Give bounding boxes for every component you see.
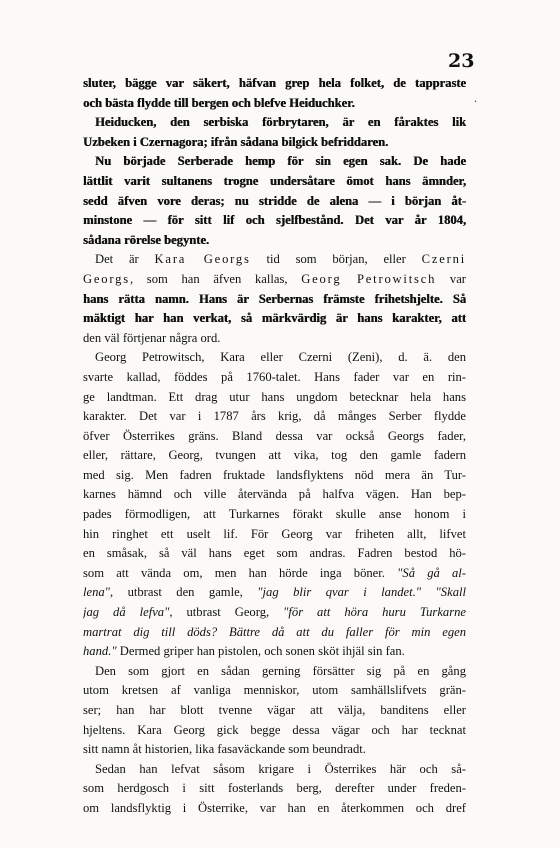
text-line	[83, 525, 466, 545]
text-line	[83, 309, 466, 329]
text-segment: Nu började Serberade hemp för sin egen sak. De hade	[95, 154, 466, 169]
text-segment: om landsflyktig i Österrike, var han en återkommen och dref	[83, 800, 466, 815]
text-line	[83, 721, 466, 741]
text-segment: Georgs	[83, 271, 130, 286]
text-segment: Georg Petrowitsch, Kara eller Czerni (Zeni), d. ä. den	[95, 350, 466, 365]
text-line	[83, 642, 466, 662]
margin-mark: .	[474, 91, 477, 105]
text-segment: Den som gjort en sådan gerning försätter sig på en gång	[95, 663, 466, 678]
text-segment: tid som början, eller	[250, 252, 422, 267]
text-line	[83, 740, 466, 760]
text-segment: Dermed griper han pistolen, och sonen sköt ihjäl sin fan.	[116, 644, 405, 659]
text-line	[83, 681, 466, 701]
text-line	[83, 290, 466, 310]
text-line	[83, 583, 466, 603]
text-segment: "Så gå al-	[397, 565, 466, 580]
text-line	[83, 152, 466, 172]
text-segment: pades förmodligen, att Turkarnes förakt skulle anse honom i	[83, 507, 466, 522]
text-line	[83, 466, 466, 486]
text-segment: ge landtman. Ett drag utur hans ungdom betecknar hela hans	[83, 389, 466, 404]
text-segment: eller, rättare, Georg, tvungen att vika, tog den gamle fadern	[83, 448, 466, 463]
text-segment: hans rätta namn. Hans är Serbernas främste frihetshjelte. Så	[83, 291, 466, 306]
text-segment: ser; han har blott tvenne vägar att välja, banditens eller	[83, 703, 466, 717]
text-line	[83, 427, 466, 447]
text-segment: som att vända om, men han hörde inga böner.	[83, 565, 398, 580]
text-segment: minstone — för sitt lif och sjelfbestånd. Det var år 1804,	[83, 213, 466, 228]
text-line	[83, 133, 466, 153]
text-segment: Czerni	[421, 252, 466, 267]
text-line	[83, 701, 466, 721]
text-segment: sedd äfven vore deras; nu stridde de alena — i början åt-	[83, 193, 466, 208]
text-segment: med sig. Men fadren fruktade landsflyktens nöd mera än Tur-	[83, 467, 466, 482]
text-segment: lättlit varit sultanens trogne undersåtare ömot hans ämnder,	[83, 173, 466, 188]
text-line	[83, 779, 466, 799]
text-segment: , som han äfven kallas,	[129, 271, 302, 286]
text-segment: "jag blir qvar i landet." "Skall	[257, 585, 466, 600]
body-text	[83, 74, 466, 819]
text-line	[83, 329, 466, 349]
text-line	[83, 623, 466, 643]
text-line	[83, 505, 466, 525]
text-segment: utom kretsen af vanliga menniskor, utom samhällslifvets grän-	[83, 683, 466, 698]
text-segment: Det är	[95, 252, 155, 267]
text-line	[83, 113, 466, 133]
text-line	[83, 192, 466, 212]
text-segment: den väl förtjenar några ord.	[83, 330, 221, 345]
text-segment: , utbrast Georg,	[169, 605, 284, 620]
text-segment: hand."	[83, 644, 117, 659]
text-line	[83, 270, 466, 290]
text-segment: lena"	[83, 585, 110, 600]
text-line	[83, 544, 466, 564]
text-line	[83, 485, 466, 505]
text-segment: karnes hämnd och ville återvända på halfva vägen. Han bep-	[83, 487, 466, 502]
text-segment: Heiducken, den serbiska förbrytaren, är en fåraktes lik	[95, 115, 466, 130]
text-segment: en småsak, så väl hans eget som andras. Fadren bestod hö-	[83, 546, 466, 561]
text-line	[83, 368, 466, 388]
text-segment: Sedan han lefvat såsom krigare i Österrikes här och så-	[95, 761, 466, 776]
text-segment: hjeltens. Kara Georg gick begge dessa vägar och har tecknat	[83, 722, 466, 737]
text-line	[83, 564, 466, 584]
text-line	[83, 407, 466, 427]
text-line	[83, 231, 466, 251]
text-segment: var	[436, 271, 466, 286]
text-line	[83, 211, 466, 231]
text-line	[83, 94, 466, 114]
text-segment: martrat dig till döds? Bättre då att du faller för min egen	[83, 624, 466, 639]
text-segment: sluter, bägge var säkert, häfvan grep hela folket, de tappraste	[83, 76, 466, 90]
text-segment: Kara Georgs	[154, 252, 251, 267]
text-line	[83, 446, 466, 466]
text-line	[83, 662, 466, 682]
text-segment: hin ringhet ett uselt lif. För Georg var friheten allt, lifvet	[83, 526, 466, 541]
text-line	[83, 172, 466, 192]
text-segment: "för att höra huru Turkarne	[283, 605, 466, 620]
text-segment: Uzbeken i Czernagora; ifrån sådana bilgick befriddaren.	[83, 134, 389, 149]
text-segment: öfver Österrikes gräns. Bland dessa var också Georgs fader,	[83, 428, 466, 443]
text-segment: svarte kallad, föddes på 1760-talet. Hans fader var en rin-	[83, 369, 466, 384]
text-segment: karakter. Det var i 1787 års krig, då månges Serber flydde	[83, 409, 466, 424]
text-segment: och bästa flydde till bergen och blefve Heiduchker.	[83, 95, 355, 110]
text-segment: mäktigt har han verkat, så märkvärdig är hans karakter, att	[83, 311, 466, 326]
text-line	[83, 348, 466, 368]
text-segment: som herdgosch i sitt fosterlands berg, derefter under freden-	[83, 781, 466, 796]
text-line	[83, 799, 466, 819]
text-segment: jag då lefva"	[83, 605, 170, 620]
text-segment: , utbrast den gamle,	[109, 585, 258, 600]
text-segment: Georg Petrowitsch	[301, 271, 437, 286]
text-segment: sitt namn åt historien, lika fasaväckande som beundradt.	[83, 742, 366, 757]
text-line	[83, 760, 466, 780]
text-line	[83, 250, 466, 270]
text-line	[83, 74, 466, 94]
text-line	[83, 388, 466, 408]
text-segment: sådana rörelse begynte.	[83, 232, 210, 247]
page-number: 23	[448, 50, 475, 72]
text-line	[83, 603, 466, 623]
